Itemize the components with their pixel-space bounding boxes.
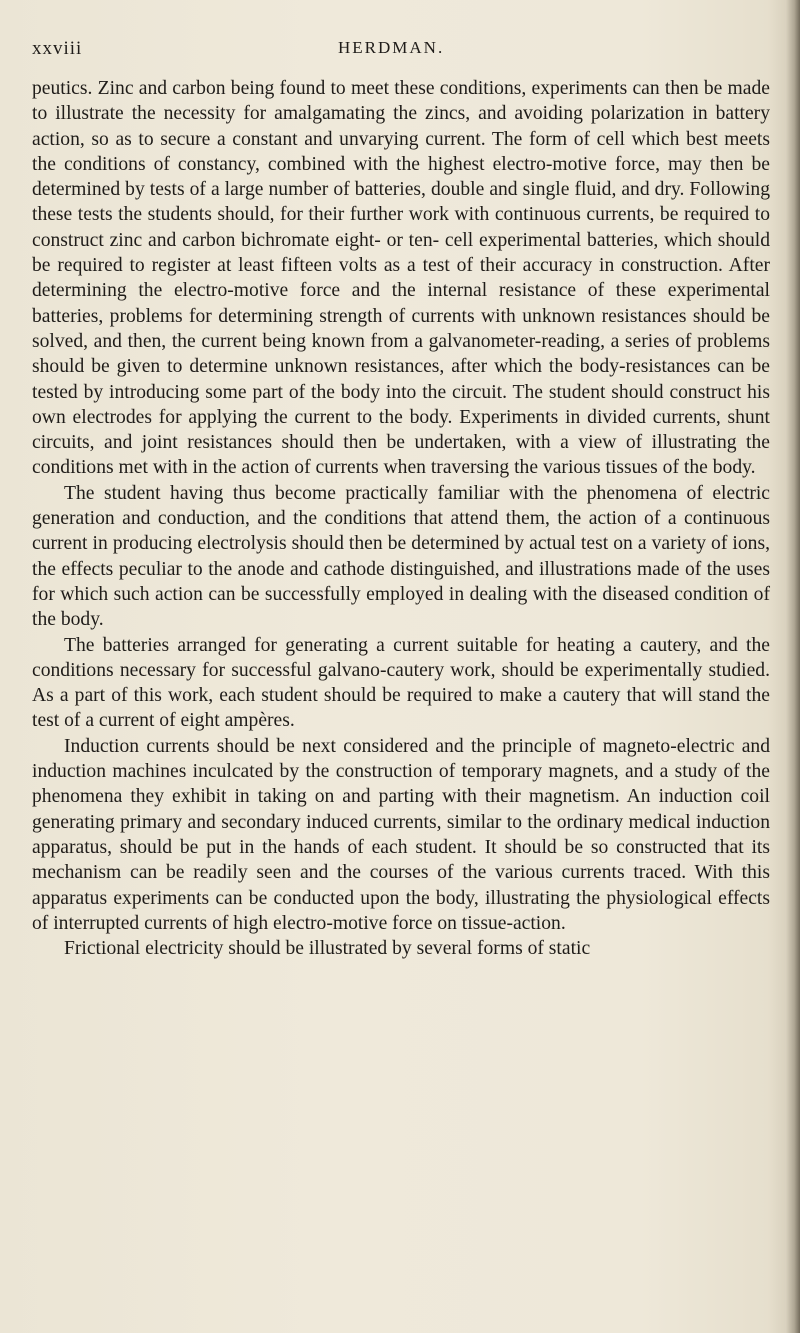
body-text: [32, 76, 770, 961]
paragraph-induction: Induction currents should be next considered and the principle of magneto-electric and induction machines inculcated by the construction of temporary magnets, and a study of the phenomena they exhibit in taking on and parting with their magnetism. An induction coil generating primary and secondary induced currents, similar to the ordinary medical induction apparatus, should be put in the hands of each student. It should be so constructed that its mechanism can be readily seen and the courses of the various currents traced. With this apparatus experiments can be conducted upon the body, illustrating the physiological effects of interrupted currents of high electro-motive force on tissue-action.: [32, 735, 770, 934]
page-number: xxviii: [32, 38, 83, 59]
page-edge-shadow: [786, 0, 800, 1333]
paragraph-electrolysis: The student having thus become practically familiar with the phenomena of electric generation and conduction, and the conditions that attend them, the action of a continuous current in producing electrolysis should then be determined by actual test on a variety of ions, the effects peculiar to the anode and cathode distinguished, and illustrations made of the uses for which such action can be successfully employed in dealing with the diseased condition of the body.: [32, 482, 770, 631]
running-head: HERDMAN.: [338, 38, 445, 57]
paragraph-cautery: The batteries arranged for generating a current suitable for heating a cautery, and the conditions necessary for successful galvano-cautery work, should be experimentally studied. As a part of this work, each student should be required to make a cautery that will stand the test of a current of eight ampères.: [32, 634, 770, 732]
paragraph-frictional: Frictional electricity should be illustrated by several forms of static: [64, 938, 591, 960]
page-header: [32, 38, 732, 62]
paragraph-batteries: peutics. Zinc and carbon being found to meet these conditions, experiments can then be made to illustrate the necessity for amalgamating the zincs, and avoiding polarization in battery action, so as to secure a constant and unvarying current. The form of cell which best meets the conditions of constancy, combined with the highest electro-motive force, may then be determined by tests of a large number of batteries, double and single fluid, and dry. Following these tests the students should, for their further work with continuous currents, be required to construct zinc and carbon bichromate eight- or ten- cell experimental batteries, which should be required to register at least fifteen volts as a test of their accuracy in construction. After determining the electro-motive force and the internal resistance of these experimental batteries, problems for determining strength of currents with unknown resistances should be solved, and then, the current being known from a galvanometer-reading, a series of problems should be given to determine unknown resistances, after which the body-resistances can be tested by introducing some part of the body into the circuit. The student should construct his own electrodes for applying the current to the body. Experiments in divided currents, shunt circuits, and joint resistances should then be undertaken, with a view of illustrating the conditions met with in the action of currents when traversing the various tissues of the body.: [32, 78, 770, 479]
